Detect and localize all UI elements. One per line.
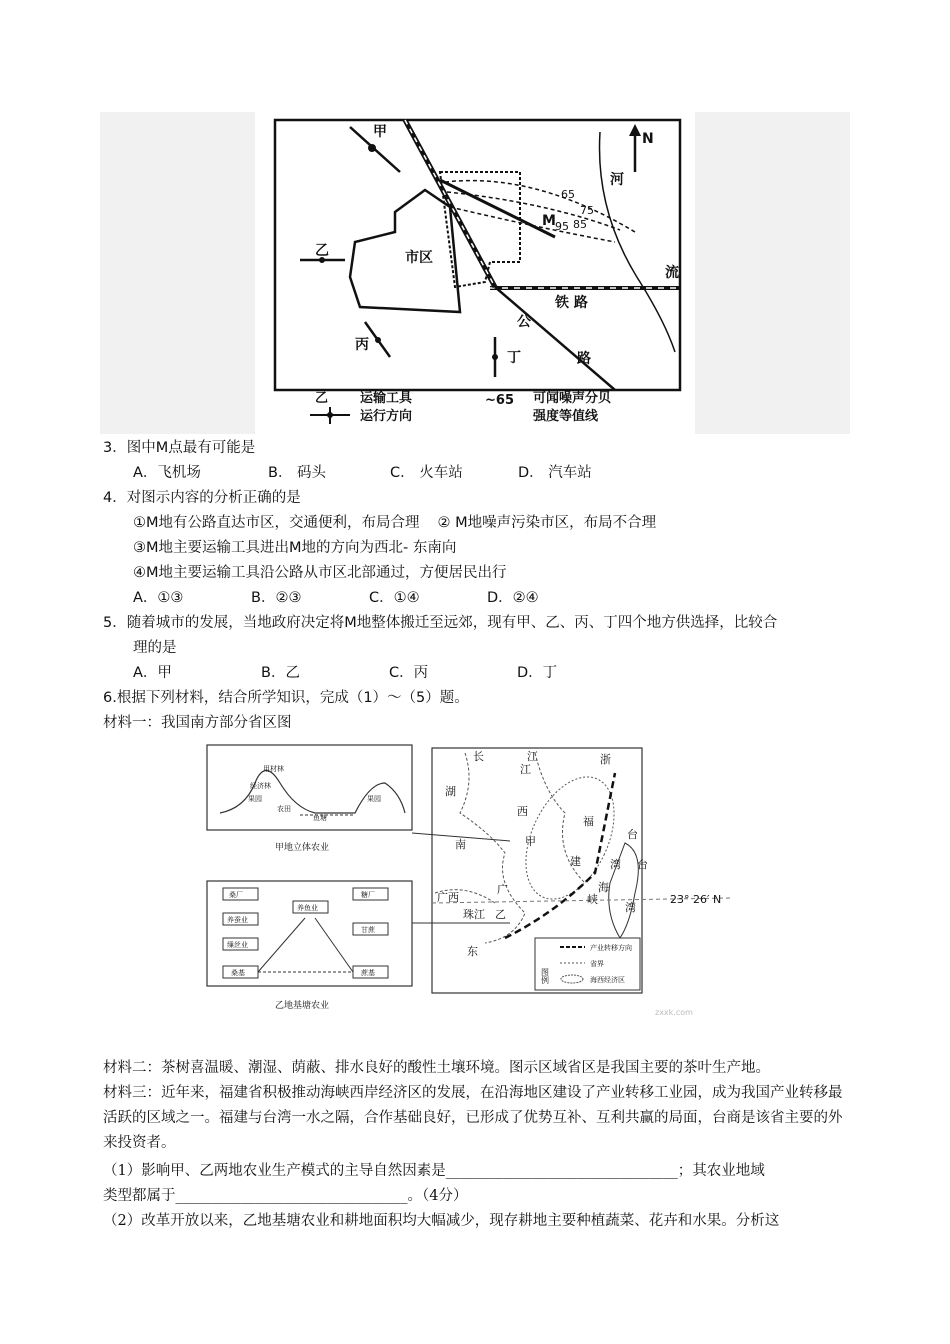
prov-19: 东 [467, 945, 478, 958]
q4-statement-2: ② M地噪声污染市区，布局不合理 [437, 515, 657, 531]
map-label-city: 市区 [405, 250, 433, 266]
q5-stem-1: 5．随着城市的发展，当地政府决定将M地整体搬迁至远郊，现有甲、乙、丙、丁四个地方供选择，比较合 [103, 615, 778, 631]
south-china-map [205, 743, 750, 1028]
legend-item-2: 海西经济区 [590, 976, 625, 984]
prov-10: 湾 [610, 858, 621, 871]
prov-11: 海 [598, 881, 609, 894]
q3-stem: 3．图中M点最有可能是 [103, 440, 256, 456]
pond-b2: 养蚕业 [227, 916, 248, 924]
map-label-bing: 丙 [355, 337, 369, 353]
noise-map [255, 112, 695, 434]
sub-question-1a: （1）影响甲、乙两地农业生产模式的主导自然因素是________________________________；其农业地域 [103, 1163, 765, 1179]
prov-5: 福 [583, 815, 594, 828]
terrace-top: 用材林 [263, 765, 284, 773]
sub-question-2: （2）改革开放以来，乙地基塘农业和耕地面积均大幅减少，现存耕地主要种植蔬菜、花卉和水果。分析这 [103, 1213, 780, 1229]
prov-1: 江 [527, 750, 538, 763]
noise-map-figure [100, 112, 850, 434]
pond-b1: 桑厂 [229, 891, 243, 899]
material-2: 材料二：茶树喜温暖、潮湿、荫蔽、排水良好的酸性土壤环境。图示区域省区是我国主要的茶叶生产地。 [103, 1060, 770, 1076]
terrace-l2: 经济林 [250, 782, 271, 790]
q4-option-c: C．①④ [369, 590, 420, 606]
map-label-yi: 乙 [315, 243, 329, 259]
map-label-road2: 路 [577, 351, 591, 367]
q5-stem-2: 理的是 [133, 640, 177, 656]
q3-option-d: D． 汽车站 [518, 465, 592, 481]
legend-direction: 运行方向 [360, 409, 413, 424]
q5-option-c: C．丙 [389, 665, 429, 681]
prov-15: 广西 [437, 891, 459, 904]
pond-b4: 桑基 [231, 969, 245, 977]
q5-options [133, 663, 557, 683]
isoline-65: 65 [561, 188, 575, 201]
prov-13: 台 [637, 858, 648, 871]
q3-option-a: A．飞机场 [133, 465, 201, 481]
prov-4: 西 [517, 805, 528, 818]
legend-symbol-label: 乙 [315, 391, 329, 406]
q4-statement-1: ①M地有公路直达市区，交通便利，布局合理 [133, 515, 420, 531]
material-1: 材料一：我国南方部分省区图 [103, 715, 292, 731]
q5-option-d: D．丁 [517, 665, 558, 681]
legend-item-1: 省界 [590, 960, 604, 968]
q5-option-a: A．甲 [133, 665, 172, 681]
prov-18: 乙 [495, 908, 506, 921]
watermark: zxxk.com [655, 1008, 693, 1017]
legend-noise1: 可闻噪声分贝 [533, 391, 612, 406]
south-china-figure [205, 743, 750, 1032]
isoline-85: 85 [573, 218, 587, 231]
legend-tool: 运输工具 [360, 391, 413, 406]
prov-9: 台 [627, 828, 638, 841]
isoline-75: 75 [580, 204, 594, 217]
map-label-road1: 公 [517, 314, 531, 330]
prov-20: 江 [520, 763, 531, 776]
legend-iso-label: ~65 [485, 393, 514, 408]
legend-item-0: 产业转移方向 [590, 944, 632, 952]
q3-options [133, 463, 592, 483]
pond-caption: 乙地基塘农业 [275, 1001, 330, 1011]
q5-option-b: B．乙 [261, 665, 300, 681]
q4-statement-4: ④M地主要运输工具沿公路从市区北部通过，方便居民出行 [133, 565, 507, 581]
pond-r1: 糖厂 [361, 891, 375, 899]
q4-statements-1 [133, 513, 656, 533]
q3-option-b: B． 码头 [268, 465, 327, 481]
map-label-railway: 铁 路 [555, 295, 588, 311]
q6-stem: 6.根据下列材料，结合所学知识，完成（1）～（5）题。 [103, 690, 469, 706]
prov-17: 珠江 [463, 908, 485, 921]
prov-8: 建 [570, 855, 581, 868]
map-label-ding: 丁 [507, 350, 521, 366]
pond-r2: 甘蔗 [361, 926, 375, 934]
q4-option-b: B．②③ [251, 590, 302, 606]
prov-14: 湾 [625, 901, 636, 914]
map-label-river1: 河 [610, 172, 624, 188]
q4-options [133, 588, 539, 608]
map-label-m: M [542, 213, 556, 229]
prov-7: 甲 [525, 835, 536, 848]
prov-6: 南 [455, 838, 466, 851]
terrace-l3: 果园 [248, 795, 262, 803]
legend-noise2: 强度等值线 [533, 409, 599, 424]
map-label-river2: 流 [665, 265, 679, 281]
material-3: 材料三：近年来，福建省积极推动海峡西岸经济区的发展，在沿海地区建设了产业转移工业园，成为我国产业转移最活跃的区域之一。福建与台湾一水之隔，合作基础良好，已形成了优势互补、互利共赢的局面，台商是该省主要的外来投资者。 [103, 1085, 843, 1151]
terrace-caption: 甲地立体农业 [275, 843, 330, 853]
map-label-north: N [642, 131, 654, 147]
terrace-l4: 农田 [277, 805, 291, 813]
pond-b3: 缫丝业 [227, 941, 248, 949]
terrace-right: 果园 [367, 795, 381, 803]
isoline-95: 95 [555, 220, 569, 233]
sub-question-1b: 类型都属于________________________________。（4分） [103, 1188, 468, 1204]
q4-option-a: A．①③ [133, 590, 184, 606]
prov-2: 浙 [600, 753, 611, 766]
legend-title: 图例 [540, 968, 550, 984]
map-label-jia: 甲 [373, 124, 387, 140]
pond-r3: 蔗基 [361, 969, 375, 977]
q4-option-d: D．②④ [487, 590, 539, 606]
q4-stem: 4．对图示内容的分析正确的是 [103, 490, 301, 506]
terrace-bottom: 鱼塘 [313, 814, 327, 822]
q4-statement-3: ③M地主要运输工具进出M地的方向为西北- 东南向 [133, 540, 457, 556]
prov-3: 湖 [445, 785, 456, 798]
pond-c1: 养鱼业 [297, 904, 318, 912]
prov-0: 长 [473, 750, 484, 763]
prov-16: 广 [497, 883, 508, 896]
prov-12: 峡 [587, 893, 598, 906]
q3-option-c: C． 火车站 [390, 465, 463, 481]
lat-label: 23° 26′ N [670, 893, 722, 906]
